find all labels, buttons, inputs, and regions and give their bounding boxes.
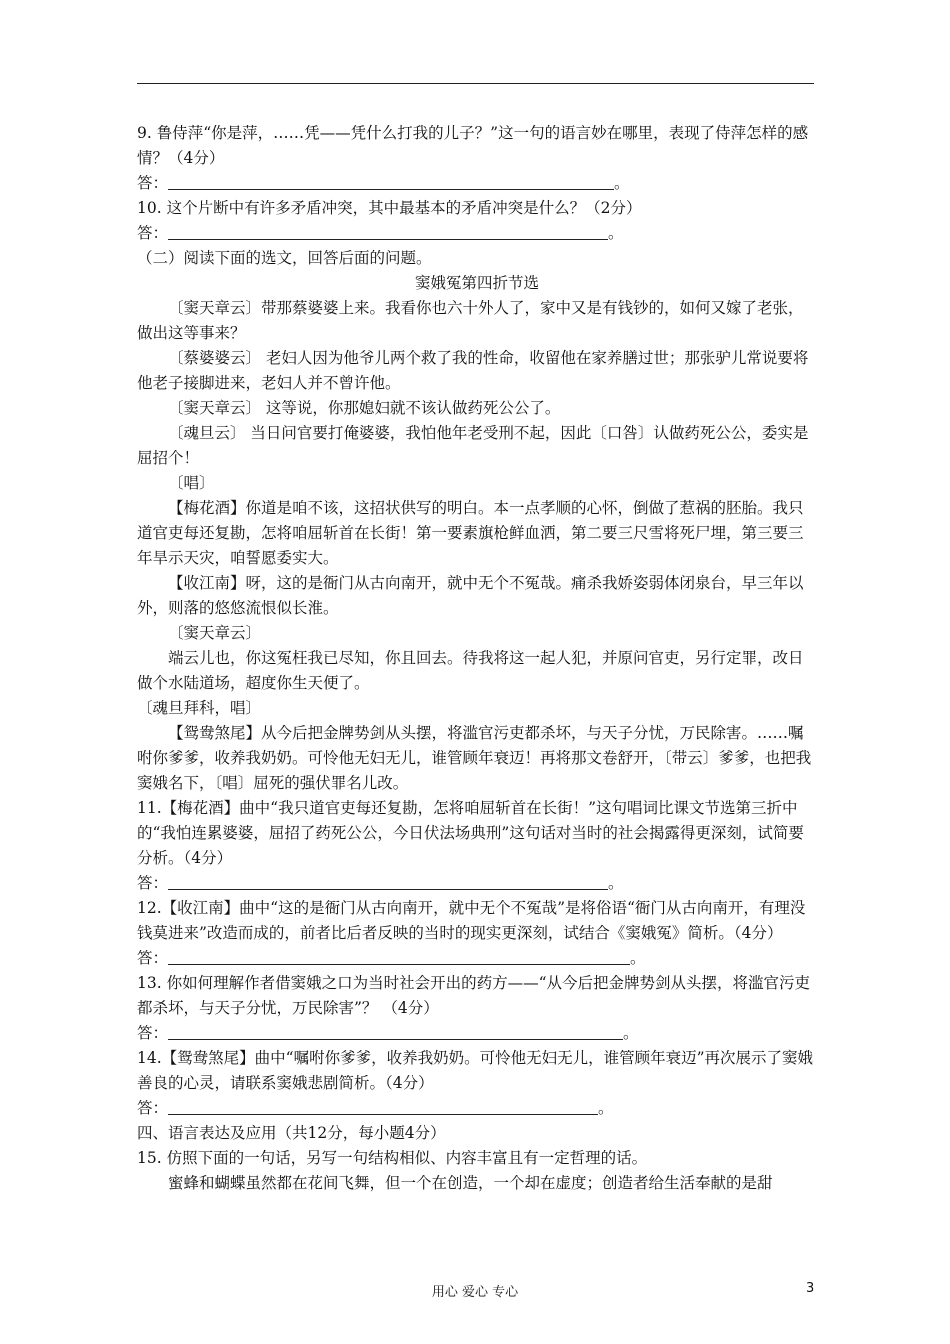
answer-label: 答： [137,224,169,242]
section-2-intro: （二）阅读下面的选文，回答后面的问题。 [137,249,432,267]
page-number: 3 [806,1281,815,1296]
answer-label: 答： [137,1099,169,1117]
question-14: 14.【鸳鸯煞尾】曲中“嘱咐你爹爹，收养我奶奶。可怜他无妇无儿，谁管顾年衰迈”再次展示了窦娥善良的心灵，请联系窦娥悲剧简析。（4分） [137,1049,814,1092]
answer-10 [137,221,817,246]
answer-end: 。 [614,174,630,192]
answer-line [168,1098,598,1115]
passage-paragraph: 【收江南】呀，这的是衙门从古向南开，就中无个不冤哉。痛杀我娇姿弱体闭泉台，早三年以外，则落的悠悠流恨似长淮。 [137,574,804,617]
answer-label: 答： [137,949,169,967]
page-content [137,121,817,1196]
answer-line [168,173,614,190]
passage-paragraph: 【鸳鸯煞尾】从今后把金牌势剑从头摆，将滥官污吏都杀坏，与天子分忧，万民除害。……嘱咐你爹爹，收养我奶奶。可怜他无妇无儿，谁管顾年衰迈！再将那文卷舒开，〔带云〕爹爹，也把我窦娥名下，〔唱〕屈死的强伏罪名儿改。 [137,724,812,792]
question-13: 13. 你如何理解作者借窦娥之口为当时社会开出的药方——“从今后把金牌势剑从头摆，将滥官污吏都杀坏，与天子分忧，万民除害”？ （4分） [137,974,811,1017]
answer-11 [137,871,817,896]
answer-line [168,948,630,965]
answer-end: 。 [598,1099,614,1117]
question-15-example: 蜜蜂和蝴蝶虽然都在花间飞舞，但一个在创造，一个却在虚度；创造者给生活奉献的是甜 [168,1174,773,1192]
question-12: 12.【收江南】曲中“这的是衙门从古向南开，就中无个不冤哉”是将俗语“衙门从古向南开，有理没钱莫进来”改造而成的，前者比后者反映的当时的现实更深刻，试结合《窦娥冤》简析。（4分） [137,899,806,942]
header-rule [137,83,814,84]
passage-paragraph: 〔魂旦云〕 当日问官要打俺婆婆，我怕他年老受刑不起，因此〔口咎〕认做药死公公，委实是屈招个！ [137,424,809,467]
passage-paragraph: 端云儿也，你这冤枉我已尽知，你且回去。待我将这一起人犯，并原问官吏，另行定罪，改日做个水陆道场，超度你生天便了。 [137,649,804,692]
passage-paragraph: 〔唱〕 [168,474,215,492]
answer-line [168,223,608,240]
question-9: 9. 鲁侍萍“你是萍，……凭——凭什么打我的儿子？”这一句的语言妙在哪里，表现了侍萍怎样的感情？（4分） [137,124,809,167]
question-11: 11.【梅花酒】曲中“我只道官吏每还复勘，怎将咱屈斩首在长街！”这句唱词比课文节选第三折中的“我怕连累婆婆，屈招了药死公公，今日伏法场典刑”这句话对当时的社会揭露得更深刻，试简要分析。（4分） [137,799,804,867]
question-10: 10. 这个片断中有许多矛盾冲突，其中最基本的矛盾冲突是什么？（2分） [137,199,642,217]
answer-end: 。 [630,949,646,967]
answer-label: 答： [137,174,169,192]
answer-end: 。 [608,224,624,242]
answer-end: 。 [623,1024,639,1042]
answer-14 [137,1096,817,1121]
answer-9 [137,171,817,196]
answer-label: 答： [137,874,169,892]
question-15: 15. 仿照下面的一句话，另写一句结构相似、内容丰富且有一定哲理的话。 [137,1149,648,1167]
answer-12 [137,946,817,971]
answer-line [168,1023,623,1040]
answer-end: 。 [608,874,624,892]
footer-motto: 用心 爱心 专心 [431,1285,519,1300]
section-4-heading: 四、语言表达及应用（共12分，每小题4分） [137,1124,446,1142]
passage-paragraph: 〔窦天章云〕带那蔡婆婆上来。我看你也六十外人了，家中又是有钱钞的，如何又嫁了老张，做出这等事来？ [137,299,804,342]
passage-paragraph: 【梅花酒】你道是咱不该，这招状供写的明白。本一点孝顺的心怀，倒做了惹祸的胚胎。我只道官吏每还复勘，怎将咱屈斩首在长街！第一要素旗枪鲜血洒，第二要三尺雪将死尸埋，第三要三年旱示天灾，咱誓愿委实大。 [137,499,804,567]
answer-label: 答： [137,1024,169,1042]
answer-line [168,873,608,890]
passage-paragraph: 〔蔡婆婆云〕 老妇人因为他爷儿两个救了我的性命，收留他在家养膳过世；那张驴儿常说要将他老子接脚进来，老妇人并不曾许他。 [137,349,809,392]
passage-paragraph: 〔魂旦拜科，唱〕 [137,699,262,717]
passage-title: 窦娥冤第四折节选 [414,274,539,292]
passage-paragraph: 〔窦天章云〕 这等说，你那媳妇就不该认做药死公公了。 [168,399,561,417]
answer-13 [137,1021,817,1046]
passage-paragraph: 〔窦天章云〕 [168,624,262,642]
